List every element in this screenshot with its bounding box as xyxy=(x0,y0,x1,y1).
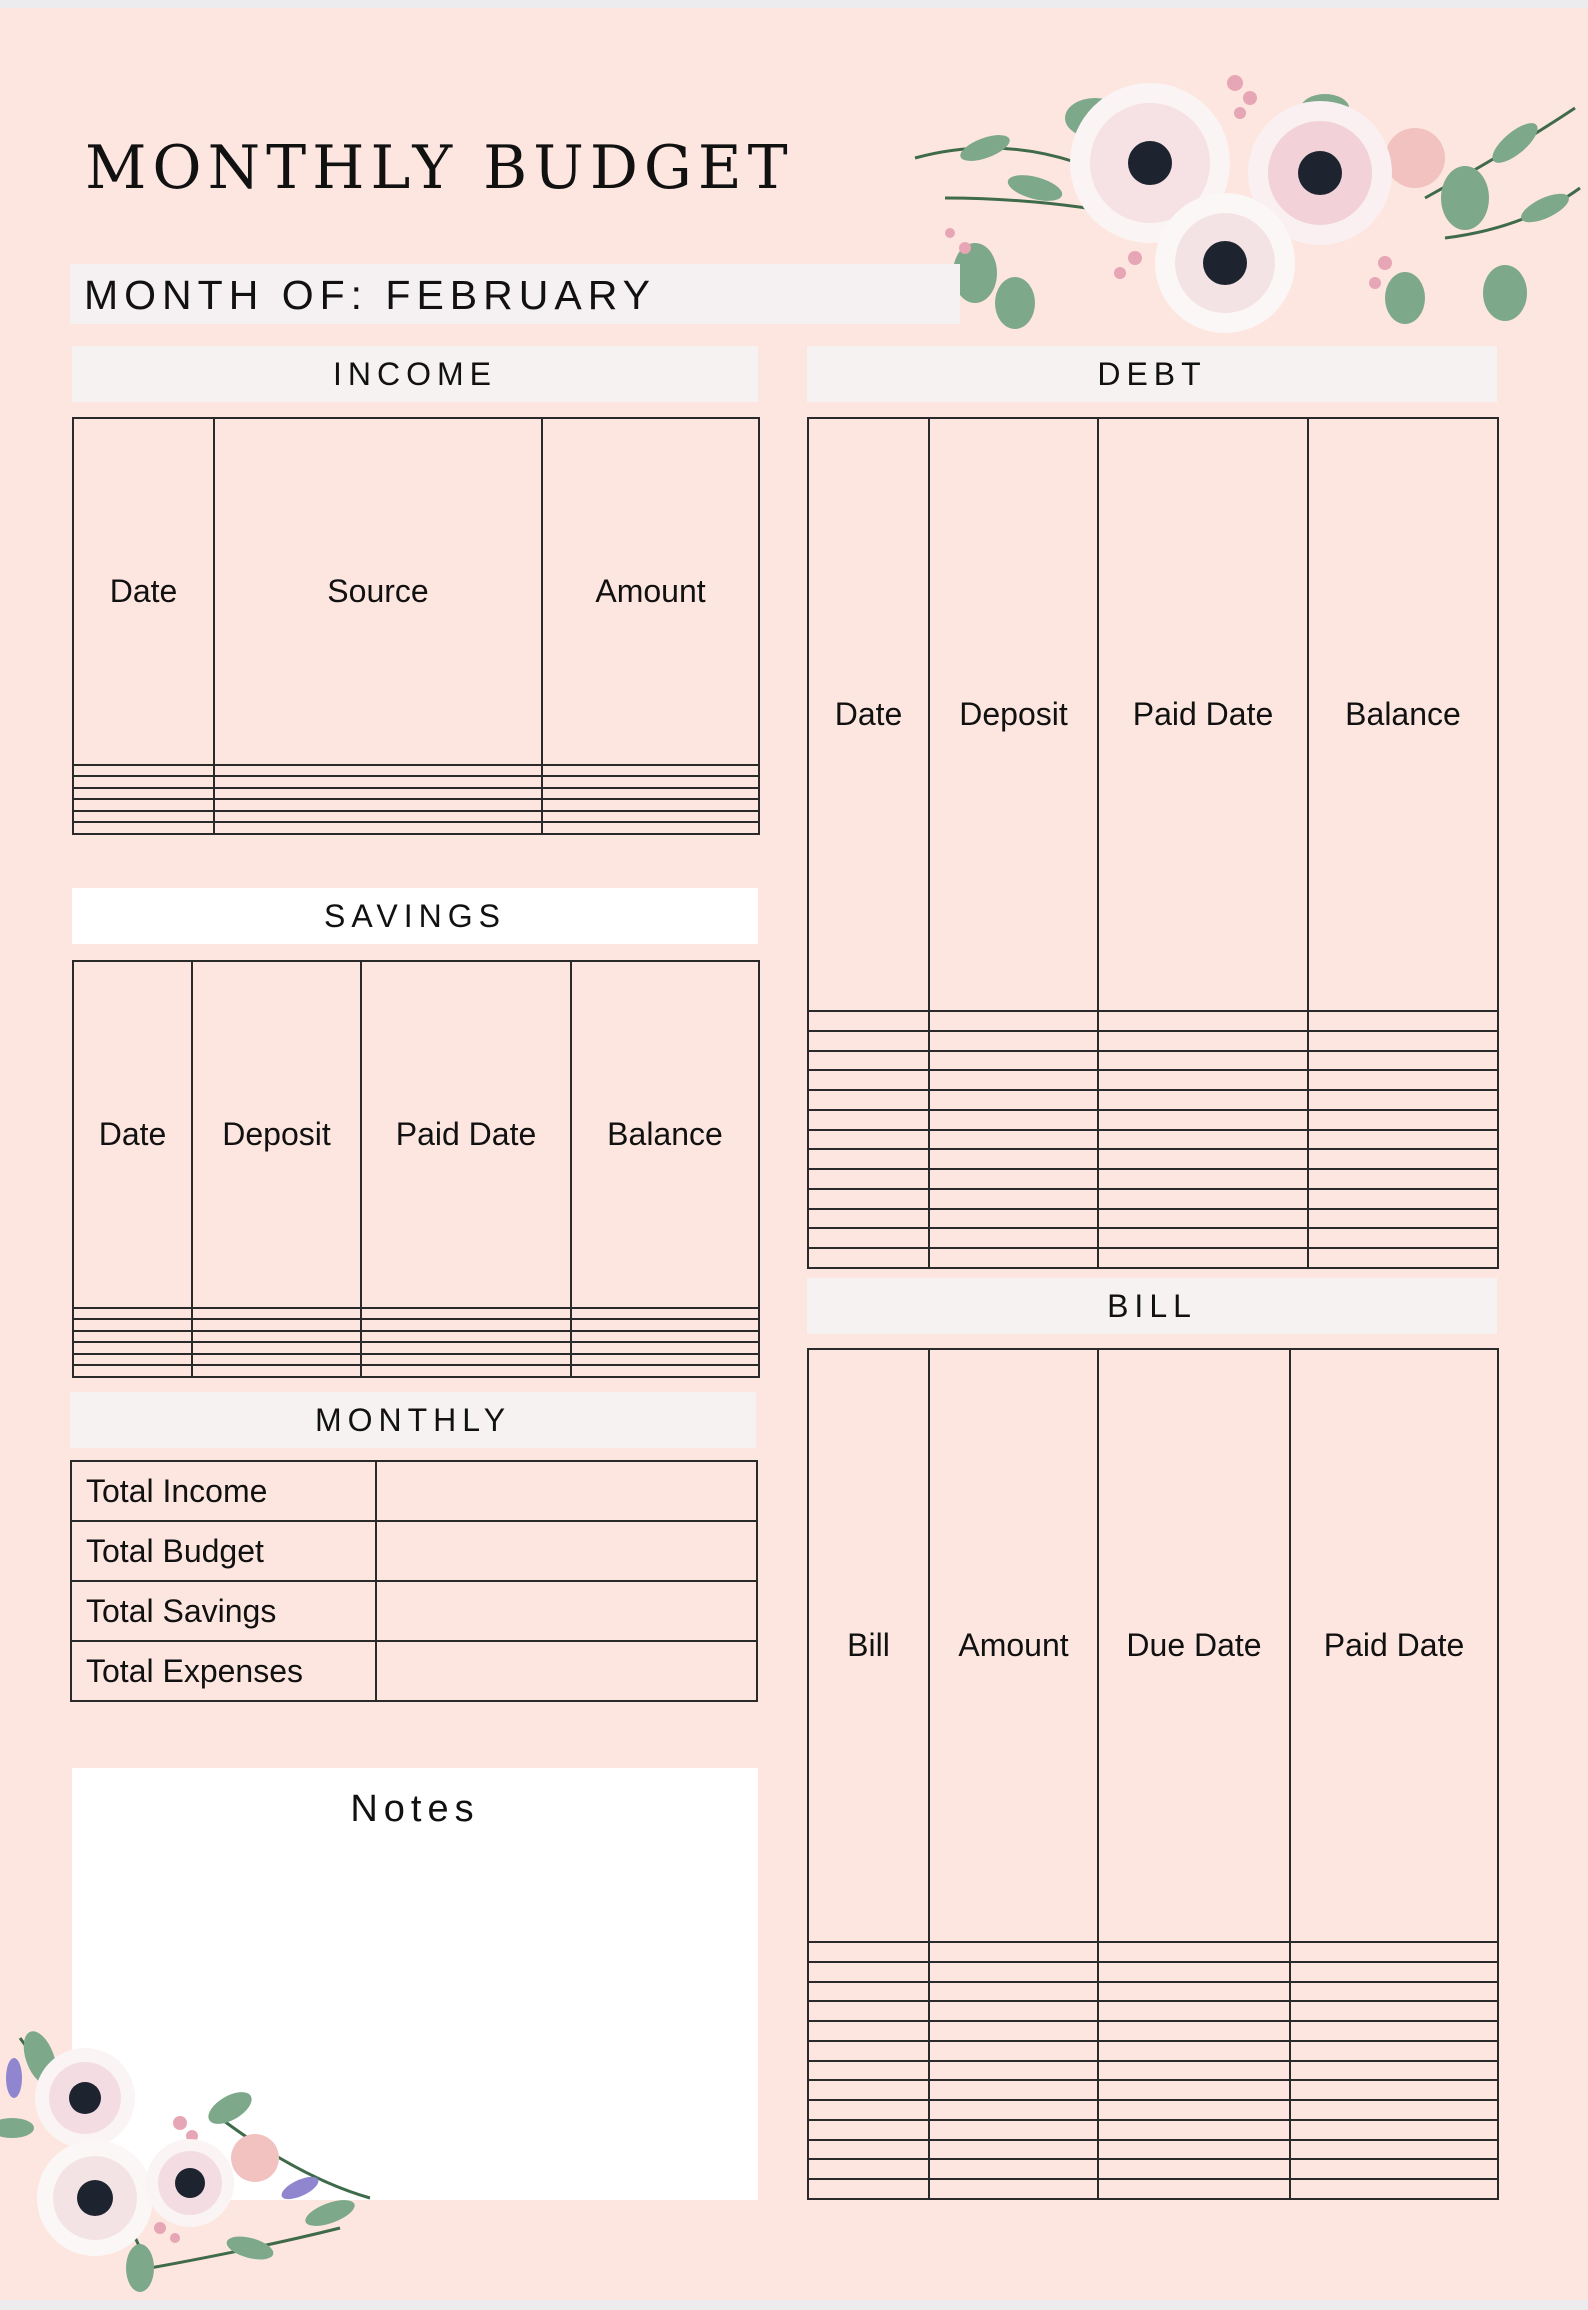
bill-cell[interactable] xyxy=(808,1942,929,1962)
debt-cell[interactable] xyxy=(1098,1130,1308,1150)
debt-cell[interactable] xyxy=(929,1051,1098,1071)
total-savings-label: Total Savings xyxy=(71,1581,376,1641)
debt-cell[interactable] xyxy=(808,1031,929,1051)
debt-cell[interactable] xyxy=(929,1149,1098,1169)
debt-col-deposit: Deposit xyxy=(929,418,1098,1011)
income-col-source: Source xyxy=(214,418,542,765)
bill-cell[interactable] xyxy=(929,2159,1098,2179)
bill-cell[interactable] xyxy=(929,2021,1098,2041)
bill-cell[interactable] xyxy=(929,1962,1098,1982)
bill-cell[interactable] xyxy=(1290,2080,1498,2100)
savings-cell[interactable] xyxy=(73,1308,192,1320)
bill-cell[interactable] xyxy=(1098,2061,1290,2081)
income-row xyxy=(73,788,759,800)
debt-cell[interactable] xyxy=(1098,1070,1308,1090)
bill-cell[interactable] xyxy=(1290,2120,1498,2140)
debt-row xyxy=(808,1209,1498,1229)
debt-cell[interactable] xyxy=(929,1228,1098,1248)
debt-cell[interactable] xyxy=(808,1169,929,1189)
bill-row xyxy=(808,2001,1498,2021)
bill-cell[interactable] xyxy=(1290,1962,1498,1982)
bill-cell[interactable] xyxy=(808,1962,929,1982)
bill-row xyxy=(808,2120,1498,2140)
total-expenses-value-cell[interactable] xyxy=(376,1641,757,1701)
debt-cell[interactable] xyxy=(1308,1248,1498,1268)
total-income-value-cell[interactable] xyxy=(376,1461,757,1521)
bill-cell[interactable] xyxy=(1098,2041,1290,2061)
bill-row xyxy=(808,1942,1498,1962)
savings-cell[interactable] xyxy=(192,1354,361,1366)
savings-cell[interactable] xyxy=(361,1331,571,1343)
debt-cell[interactable] xyxy=(929,1031,1098,1051)
bill-cell[interactable] xyxy=(808,2120,929,2140)
total-budget-label: Total Budget xyxy=(71,1521,376,1581)
bill-cell[interactable] xyxy=(929,2140,1098,2160)
bill-cell[interactable] xyxy=(808,2080,929,2100)
debt-row xyxy=(808,1149,1498,1169)
monthly-row-total-income xyxy=(71,1461,757,1521)
savings-cell[interactable] xyxy=(571,1331,759,1343)
debt-cell[interactable] xyxy=(1098,1011,1308,1031)
income-cell[interactable] xyxy=(214,765,542,777)
debt-cell[interactable] xyxy=(808,1189,929,1209)
bill-cell[interactable] xyxy=(1290,2140,1498,2160)
savings-cell[interactable] xyxy=(361,1342,571,1354)
bill-row xyxy=(808,1962,1498,1982)
debt-cell[interactable] xyxy=(1098,1031,1308,1051)
income-header-row xyxy=(73,418,759,765)
savings-row xyxy=(73,1354,759,1366)
debt-cell[interactable] xyxy=(1098,1169,1308,1189)
savings-col-balance: Balance xyxy=(571,961,759,1308)
debt-row xyxy=(808,1011,1498,1031)
income-cell[interactable] xyxy=(542,765,759,777)
bill-cell[interactable] xyxy=(808,2001,929,2021)
debt-cell[interactable] xyxy=(1098,1228,1308,1248)
bill-row xyxy=(808,2100,1498,2120)
debt-cell[interactable] xyxy=(808,1209,929,1229)
bill-cell[interactable] xyxy=(1290,1942,1498,1962)
debt-cell[interactable] xyxy=(808,1110,929,1130)
notes-heading: Notes xyxy=(350,1788,480,1830)
floral-corner-icon xyxy=(0,1998,390,2298)
savings-col-date: Date xyxy=(73,961,192,1308)
savings-cell[interactable] xyxy=(192,1342,361,1354)
bill-cell[interactable] xyxy=(1290,2021,1498,2041)
bill-cell[interactable] xyxy=(808,2100,929,2120)
bill-cell[interactable] xyxy=(1290,2159,1498,2179)
income-col-amount: Amount xyxy=(542,418,759,765)
income-cell[interactable] xyxy=(214,776,542,788)
total-income-label: Total Income xyxy=(71,1461,376,1521)
bill-cell[interactable] xyxy=(808,2159,929,2179)
bill-cell[interactable] xyxy=(808,2021,929,2041)
income-row xyxy=(73,776,759,788)
savings-col-deposit: Deposit xyxy=(192,961,361,1308)
bill-header-row xyxy=(808,1349,1498,1942)
debt-cell[interactable] xyxy=(808,1248,929,1268)
debt-cell[interactable] xyxy=(1308,1031,1498,1051)
bill-cell[interactable] xyxy=(808,2041,929,2061)
savings-cell[interactable] xyxy=(571,1308,759,1320)
debt-row xyxy=(808,1031,1498,1051)
income-row xyxy=(73,811,759,823)
debt-cell[interactable] xyxy=(1308,1090,1498,1110)
debt-row xyxy=(808,1090,1498,1110)
monthly-heading: MONTHLY xyxy=(70,1392,756,1448)
bill-cell[interactable] xyxy=(808,2061,929,2081)
debt-row xyxy=(808,1248,1498,1268)
bill-cell[interactable] xyxy=(1290,2179,1498,2199)
savings-cell[interactable] xyxy=(73,1354,192,1366)
debt-cell[interactable] xyxy=(929,1090,1098,1110)
bill-cell[interactable] xyxy=(1098,2021,1290,2041)
bill-row xyxy=(808,2159,1498,2179)
bill-cell[interactable] xyxy=(1290,2100,1498,2120)
bill-cell[interactable] xyxy=(808,2179,929,2199)
debt-cell[interactable] xyxy=(1098,1110,1308,1130)
bill-cell[interactable] xyxy=(929,2179,1098,2199)
bill-col-due-date: Due Date xyxy=(1098,1349,1290,1942)
debt-cell[interactable] xyxy=(929,1070,1098,1090)
income-row xyxy=(73,822,759,834)
bill-cell[interactable] xyxy=(1290,1982,1498,2002)
debt-cell[interactable] xyxy=(1308,1110,1498,1130)
savings-cell[interactable] xyxy=(192,1308,361,1320)
debt-cell[interactable] xyxy=(1308,1130,1498,1150)
bill-col-amount: Amount xyxy=(929,1349,1098,1942)
debt-cell[interactable] xyxy=(1308,1149,1498,1169)
savings-row xyxy=(73,1342,759,1354)
bill-cell[interactable] xyxy=(1098,2120,1290,2140)
debt-cell[interactable] xyxy=(1098,1051,1308,1071)
savings-cell[interactable] xyxy=(571,1342,759,1354)
savings-col-paid-date: Paid Date xyxy=(361,961,571,1308)
debt-cell[interactable] xyxy=(1308,1051,1498,1071)
debt-cell[interactable] xyxy=(1308,1209,1498,1229)
savings-cell[interactable] xyxy=(192,1331,361,1343)
savings-cell[interactable] xyxy=(361,1365,571,1377)
debt-cell[interactable] xyxy=(1308,1228,1498,1248)
bill-cell[interactable] xyxy=(1098,2001,1290,2021)
savings-table xyxy=(72,960,760,1378)
debt-col-date: Date xyxy=(808,418,929,1011)
debt-cell[interactable] xyxy=(808,1051,929,1071)
bill-row xyxy=(808,2140,1498,2160)
savings-cell[interactable] xyxy=(361,1354,571,1366)
income-cell[interactable] xyxy=(542,776,759,788)
bill-cell[interactable] xyxy=(929,2120,1098,2140)
income-cell[interactable] xyxy=(214,811,542,823)
debt-cell[interactable] xyxy=(929,1189,1098,1209)
savings-header-row xyxy=(73,961,759,1308)
debt-cell[interactable] xyxy=(929,1011,1098,1031)
income-cell[interactable] xyxy=(73,765,214,777)
bill-cell[interactable] xyxy=(1098,2140,1290,2160)
debt-cell[interactable] xyxy=(808,1070,929,1090)
total-savings-value-cell[interactable] xyxy=(376,1581,757,1641)
debt-cell[interactable] xyxy=(1098,1209,1308,1229)
bill-cell[interactable] xyxy=(808,1982,929,2002)
bill-col-bill: Bill xyxy=(808,1349,929,1942)
bill-cell[interactable] xyxy=(1098,2159,1290,2179)
bill-cell[interactable] xyxy=(929,2080,1098,2100)
bill-cell[interactable] xyxy=(1098,2080,1290,2100)
debt-cell[interactable] xyxy=(1098,1149,1308,1169)
debt-row xyxy=(808,1070,1498,1090)
debt-cell[interactable] xyxy=(808,1090,929,1110)
debt-cell[interactable] xyxy=(1098,1248,1308,1268)
savings-row xyxy=(73,1331,759,1343)
bill-cell[interactable] xyxy=(929,2001,1098,2021)
savings-cell[interactable] xyxy=(571,1354,759,1366)
bill-cell[interactable] xyxy=(1098,1982,1290,2002)
savings-cell[interactable] xyxy=(73,1365,192,1377)
savings-cell[interactable] xyxy=(361,1308,571,1320)
income-cell[interactable] xyxy=(214,822,542,834)
savings-row xyxy=(73,1319,759,1331)
bill-cell[interactable] xyxy=(1290,2001,1498,2021)
debt-heading: DEBT xyxy=(807,346,1497,402)
savings-cell[interactable] xyxy=(571,1365,759,1377)
income-cell[interactable] xyxy=(214,788,542,800)
savings-row xyxy=(73,1308,759,1320)
debt-col-balance: Balance xyxy=(1308,418,1498,1011)
income-cell[interactable] xyxy=(73,776,214,788)
income-cell[interactable] xyxy=(542,788,759,800)
income-cell[interactable] xyxy=(542,822,759,834)
income-cell[interactable] xyxy=(542,811,759,823)
bill-cell[interactable] xyxy=(808,2140,929,2160)
savings-cell[interactable] xyxy=(192,1365,361,1377)
bill-cell[interactable] xyxy=(929,1942,1098,1962)
savings-cell[interactable] xyxy=(73,1319,192,1331)
debt-cell[interactable] xyxy=(808,1130,929,1150)
debt-cell[interactable] xyxy=(929,1130,1098,1150)
bill-cell[interactable] xyxy=(1098,1962,1290,1982)
bill-row xyxy=(808,1982,1498,2002)
bill-cell[interactable] xyxy=(929,2100,1098,2120)
debt-row xyxy=(808,1169,1498,1189)
debt-row xyxy=(808,1110,1498,1130)
budget-page xyxy=(0,8,1588,2300)
income-col-date: Date xyxy=(73,418,214,765)
debt-cell[interactable] xyxy=(1308,1070,1498,1090)
debt-row xyxy=(808,1051,1498,1071)
bill-cell[interactable] xyxy=(929,2041,1098,2061)
income-cell[interactable] xyxy=(73,822,214,834)
bill-cell[interactable] xyxy=(1098,1942,1290,1962)
debt-cell[interactable] xyxy=(929,1209,1098,1229)
debt-cell[interactable] xyxy=(929,1169,1098,1189)
debt-cell[interactable] xyxy=(1308,1169,1498,1189)
income-cell[interactable] xyxy=(73,788,214,800)
bill-row xyxy=(808,2179,1498,2199)
savings-cell[interactable] xyxy=(73,1342,192,1354)
total-expenses-label: Total Expenses xyxy=(71,1641,376,1701)
income-row xyxy=(73,799,759,811)
debt-table xyxy=(807,417,1499,1269)
monthly-row-total-expenses xyxy=(71,1641,757,1701)
bill-cell[interactable] xyxy=(929,2061,1098,2081)
debt-cell[interactable] xyxy=(808,1011,929,1031)
page-title: MONTHLY BUDGET xyxy=(85,133,794,203)
debt-col-paid-date: Paid Date xyxy=(1098,418,1308,1011)
debt-cell[interactable] xyxy=(808,1228,929,1248)
debt-cell[interactable] xyxy=(929,1248,1098,1268)
income-table xyxy=(72,417,760,835)
savings-row xyxy=(73,1365,759,1377)
bill-col-paid-date: Paid Date xyxy=(1290,1349,1498,1942)
bill-cell[interactable] xyxy=(929,1982,1098,2002)
savings-cell[interactable] xyxy=(73,1331,192,1343)
income-cell[interactable] xyxy=(542,799,759,811)
savings-heading: SAVINGS xyxy=(72,888,758,944)
income-row xyxy=(73,765,759,777)
bill-cell[interactable] xyxy=(1290,2061,1498,2081)
debt-cell[interactable] xyxy=(1308,1011,1498,1031)
bill-row xyxy=(808,2080,1498,2100)
debt-cell[interactable] xyxy=(1098,1090,1308,1110)
monthly-summary-table xyxy=(70,1460,758,1702)
bill-cell[interactable] xyxy=(1098,2100,1290,2120)
savings-cell[interactable] xyxy=(571,1319,759,1331)
debt-row xyxy=(808,1189,1498,1209)
debt-cell[interactable] xyxy=(1098,1189,1308,1209)
income-cell[interactable] xyxy=(73,811,214,823)
bill-table xyxy=(807,1348,1499,2200)
floral-bouquet-icon xyxy=(905,48,1588,348)
month-label: MONTH OF: FEBRUARY xyxy=(84,272,656,318)
bill-row xyxy=(808,2061,1498,2081)
income-cell[interactable] xyxy=(73,799,214,811)
bill-cell[interactable] xyxy=(1098,2179,1290,2199)
savings-cell[interactable] xyxy=(361,1319,571,1331)
bill-cell[interactable] xyxy=(1290,2041,1498,2061)
debt-cell[interactable] xyxy=(929,1110,1098,1130)
debt-row xyxy=(808,1228,1498,1248)
bill-heading: BILL xyxy=(807,1278,1497,1334)
income-heading: INCOME xyxy=(72,346,758,402)
monthly-row-total-budget xyxy=(71,1521,757,1581)
debt-header-row xyxy=(808,418,1498,1011)
debt-cell[interactable] xyxy=(1308,1189,1498,1209)
debt-cell[interactable] xyxy=(808,1149,929,1169)
bill-row xyxy=(808,2041,1498,2061)
income-cell[interactable] xyxy=(214,799,542,811)
debt-row xyxy=(808,1130,1498,1150)
monthly-row-total-savings xyxy=(71,1581,757,1641)
total-budget-value-cell[interactable] xyxy=(376,1521,757,1581)
bill-row xyxy=(808,2021,1498,2041)
savings-cell[interactable] xyxy=(192,1319,361,1331)
